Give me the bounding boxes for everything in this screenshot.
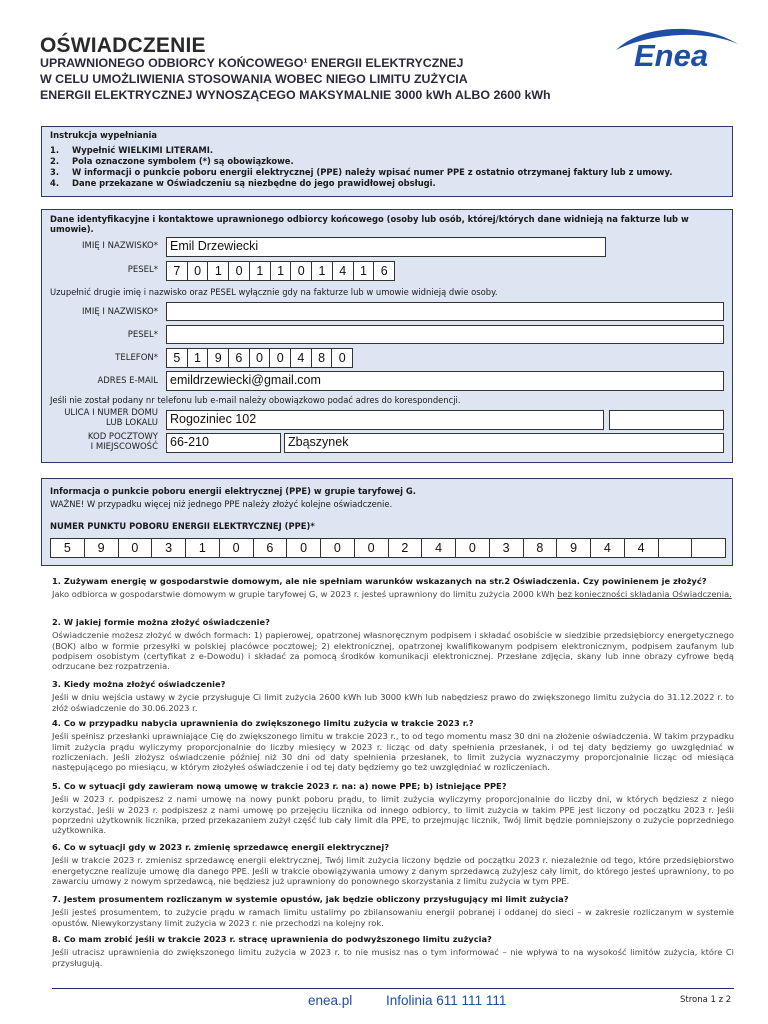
faq-item bbox=[52, 617, 734, 671]
phone-digit[interactable]: 9 bbox=[208, 349, 229, 367]
pesel-digit[interactable]: 7 bbox=[167, 262, 188, 280]
faq-answer-underlined: bez konieczności składania Oświadczenia. bbox=[557, 589, 732, 600]
pesel-digit[interactable]: 1 bbox=[354, 262, 375, 280]
instruction-item: Dane przekazane w Oświadczeniu są niezbędne do jego prawidłowej obsługi. bbox=[72, 178, 436, 188]
faq-question: 6. Co w sytuacji gdy w 2023 r. zmienię sprzedawcę energii elektrycznej? bbox=[52, 842, 390, 852]
phone-digit[interactable]: 0 bbox=[270, 349, 291, 367]
faq-item bbox=[52, 842, 734, 886]
faq-question: 7. Jestem prosumentem rozliczanym w systemie opustów, jak będzie obliczony przysługujący mi limit zużycia? bbox=[52, 894, 569, 904]
pesel-digit[interactable]: 6 bbox=[380, 264, 388, 278]
logo-text: Enea bbox=[634, 38, 709, 73]
faq-item bbox=[52, 679, 734, 713]
ppe-digit[interactable]: 9 bbox=[85, 539, 119, 557]
faq-answer: Jeśli utracisz uprawnienia do zwiększonego limitu zużycia w 2023 r. to nie musisz nas o tym informować – nie wpływa to na wysokość limitów zużycia, które Ci przysługują. bbox=[52, 947, 734, 968]
footer-divider bbox=[52, 988, 734, 989]
ppe-digit[interactable]: 9 bbox=[557, 539, 591, 557]
pesel-digit[interactable]: 1 bbox=[271, 262, 292, 280]
identity-heading: Dane identyfikacyjne i kontaktowe uprawnionego odbiorcy końcowego (osoby lub osób, której/których dane widnieją na fakturze lub w umowie). bbox=[50, 214, 689, 234]
pesel2-input[interactable] bbox=[166, 325, 724, 344]
street-extra-input[interactable] bbox=[609, 410, 724, 430]
postal-label bbox=[46, 432, 158, 452]
ppe-number-input[interactable] bbox=[50, 538, 726, 558]
subtitle-line-3: ENERGII ELEKTRYCZNEJ WYNOSZĄCEGO MAKSYMALNIE 3000 kWh ALBO 2600 kWh bbox=[40, 88, 551, 102]
faq-answer: Jeśli w 2023 r. podpiszesz z nami umowę na nowy punkt poboru prądu, to limit zużycia wyliczymy proporcjonalnie do liczby dni, w których będziesz z niego korzystać. Jeśli w 2023 r. podpiszesz z nami umowę po przejęciu licznika od innego odbiorcy, to limit zużycia w takim PPE jest liczony od początku 2023 r. Jeśli poprzedni użytkownik licznika, przed przekazaniem zużył część lub cały limit dla PPE, to przejmując licznik, Twój limit będzie pomniejszony o zużycie poprzedniego użytkownika. bbox=[52, 794, 734, 836]
postal-label-line: KOD POCZTOWY bbox=[87, 432, 158, 442]
phone-label: TELEFON* bbox=[115, 353, 158, 363]
phone-digit[interactable]: 5 bbox=[167, 349, 188, 367]
faq-answer: Jeśli jesteś prosumentem, to zużycie prądu w ramach limitu ustalimy po zbilansowaniu energii pobranej i oddanej do sieci – w zakresie rozliczanym w systemie opustów. Niewykorzystany limit zużycia w 2023 r. nie przechodzi na kolejny rok. bbox=[52, 907, 734, 928]
faq-answer: Jeśli spełnisz przesłanki uprawniające Cię do zwiększonego limitu w trakcie 2023 r., to od tego momentu masz 30 dni na złożenie oświadczenia. W takim przypadku limit zużycia prądu wyliczymy proporcjonalnie do liczby miesięcy w 2023 r. licząc od daty spełnienia przesłanek, i od tej daty będziemy go uwzględniać w rozliczeniach. Jeśli złożysz oświadczenie później niż 30 dni od daty spełnienia przesłanek, to limit zużycia wyznaczymy proporcjonalnie licząc od miesiąca następującego po miesiącu, w którym złożyłeś oświadczenie i od tej daty będziemy go też uwzględniać w rozliczeniach. bbox=[52, 731, 734, 773]
ppe-digit[interactable]: 0 bbox=[287, 539, 321, 557]
ppe-digit[interactable] bbox=[659, 539, 693, 557]
ppe-panel bbox=[41, 478, 733, 566]
phone-input[interactable] bbox=[166, 348, 353, 368]
street-label bbox=[46, 408, 158, 428]
postal-code-input[interactable]: 66-210 bbox=[166, 433, 281, 453]
name2-label: IMIĘ I NAZWISKO* bbox=[82, 307, 158, 317]
faq-answer: Oświadczenie możesz złożyć w dwóch formach: 1) papierowej, opatrzonej własnoręcznym podpisem i składać osobiście w siedzibie przedsiębiorcy energetycznego (BOK) albo w formie przesyłki w polskiej placówce pocztowej; 2) elektronicznej, opatrzonej kwalifikowanym podpisem elektronicznym, podpisem zaufanym lub podpisem osobistym (certyfikat z e-Dowodu) i składać za pomocą środków komunikacji elektronicznej. Przesłane zdjęcia, skany lub inne obrazy cyfrowe będą odrzucane bez rozpatrzenia. bbox=[52, 630, 734, 672]
ppe-number-label: NUMER PUNKTU POBORU ENERGII ELEKTRYCZNEJ (PPE)* bbox=[50, 521, 315, 531]
identity-panel bbox=[41, 209, 733, 463]
phone-digit[interactable]: 0 bbox=[250, 349, 271, 367]
ppe-digit[interactable]: 3 bbox=[152, 539, 186, 557]
faq-item bbox=[52, 718, 734, 772]
pesel-digit[interactable]: 1 bbox=[250, 262, 271, 280]
instruction-item: Pola oznaczone symbolem (*) są obowiązkowe. bbox=[72, 156, 294, 166]
ppe-digit[interactable]: 8 bbox=[524, 539, 558, 557]
ppe-digit[interactable]: 3 bbox=[490, 539, 524, 557]
ppe-digit[interactable]: 4 bbox=[625, 539, 659, 557]
faq-question: 1. Zużywam energię w gospodarstwie domowym, ale nie spełniam warunków wskazanych na str.2 Oświadczenia. Czy powinienem je złożyć? bbox=[52, 576, 707, 586]
instruction-item-num: 4. bbox=[50, 178, 60, 188]
pesel-digit[interactable]: 0 bbox=[229, 262, 250, 280]
ppe-digit[interactable]: 0 bbox=[119, 539, 153, 557]
postal-label-line: I MIEJSCOWOŚĆ bbox=[90, 442, 158, 452]
pesel-digit[interactable]: 0 bbox=[291, 262, 312, 280]
page-number: Strona 1 z 2 bbox=[680, 995, 732, 1005]
faq-item bbox=[52, 934, 734, 968]
faq-answer-text: Jako odbiorca w gospodarstwie domowym w grupie taryfowej G, w 2023 r. jesteś uprawniony do limitu zużycia 2000 kWh bbox=[52, 589, 558, 600]
instructions-panel bbox=[41, 126, 733, 197]
phone-digit[interactable]: 0 bbox=[338, 351, 346, 365]
faq-question: 3. Kiedy można złożyć oświadczenie? bbox=[52, 679, 226, 689]
name2-input[interactable] bbox=[166, 302, 724, 321]
instructions-heading: Instrukcja wypełniania bbox=[50, 130, 158, 140]
faq-question: 5. Co w sytuacji gdy zawieram nową umowę w trakcie 2023 r. na: a) nowe PPE; b) istniejące PPE? bbox=[52, 781, 507, 791]
pesel-digit[interactable]: 4 bbox=[333, 262, 354, 280]
email-label: ADRES E-MAIL bbox=[97, 376, 158, 386]
instruction-item: W informacji o punkcie poboru energii elektrycznej (PPE) należy wpisać numer PPE z ostatnio otrzymanej faktury lub z umowy. bbox=[72, 167, 673, 177]
street-input[interactable]: Rogoziniec 102 bbox=[166, 410, 604, 430]
ppe-digit[interactable]: 0 bbox=[456, 539, 490, 557]
ppe-heading: Informacja o punkcie poboru energii elektrycznej (PPE) w grupie taryfowej G. bbox=[50, 486, 416, 496]
pesel-label: PESEL* bbox=[127, 265, 158, 275]
ppe-digit[interactable]: 1 bbox=[186, 539, 220, 557]
phone-digit[interactable]: 8 bbox=[312, 349, 333, 367]
subtitle-line-2: W CELU UMOŻLIWIENIA STOSOWANIA WOBEC NIEGO LIMITU ZUŻYCIA bbox=[40, 72, 468, 86]
correspondence-note: Jeśli nie został podany nr telefonu lub e-mail należy obowiązkowo podać adres do korespondencji. bbox=[50, 395, 461, 405]
ppe-digit[interactable] bbox=[692, 539, 725, 557]
phone-digit[interactable]: 4 bbox=[291, 349, 312, 367]
ppe-digit[interactable]: 4 bbox=[422, 539, 456, 557]
faq-item bbox=[52, 576, 734, 600]
ppe-digit[interactable]: 6 bbox=[254, 539, 288, 557]
faq-answer bbox=[52, 589, 734, 599]
faq-question: 4. Co w przypadku nabycia uprawnienia do zwiększonego limitu zużycia w trakcie 2023 r.? bbox=[52, 718, 474, 728]
street-label-line: ULICA I NUMER DOMU bbox=[64, 408, 158, 418]
document-title: OŚWIADCZENIE bbox=[40, 34, 206, 57]
second-person-note: Uzupełnić drugie imię i nazwisko oraz PESEL wyłącznie gdy na fakturze lub w umowie widnieją dwie osoby. bbox=[50, 287, 498, 297]
faq-question: 8. Co mam zrobić jeśli w trakcie 2023 r. stracę uprawnienia do podwyższonego limitu zużycia? bbox=[52, 934, 492, 944]
phone-digit[interactable]: 6 bbox=[229, 349, 250, 367]
enea-logo bbox=[612, 24, 742, 74]
ppe-digit[interactable]: 0 bbox=[355, 539, 389, 557]
street-label-line: LUB LOKALU bbox=[106, 418, 158, 428]
phone-digit[interactable]: 1 bbox=[188, 349, 209, 367]
faq-item bbox=[52, 781, 734, 835]
faq-question: 2. W jakiej formie można złożyć oświadczenie? bbox=[52, 617, 270, 627]
instruction-item-num: 3. bbox=[50, 167, 60, 177]
ppe-digit[interactable]: 5 bbox=[51, 539, 85, 557]
pesel-digit[interactable]: 1 bbox=[312, 262, 333, 280]
pesel-digit[interactable]: 0 bbox=[188, 262, 209, 280]
ppe-note: WAŻNE! W przypadku więcej niż jednego PPE należy złożyć kolejne oświadczenie. bbox=[50, 499, 393, 509]
pesel-digit[interactable]: 1 bbox=[208, 262, 229, 280]
name-label: IMIĘ I NAZWISKO* bbox=[82, 241, 158, 251]
instruction-item-num: 1. bbox=[50, 145, 60, 155]
ppe-digit[interactable]: 4 bbox=[591, 539, 625, 557]
footer-hotline: Infolinia 611 111 111 bbox=[386, 993, 507, 1008]
ppe-digit[interactable]: 0 bbox=[321, 539, 355, 557]
instruction-item: Wypełnić WIELKIMI LITERAMI. bbox=[72, 145, 214, 155]
name-input[interactable]: Emil Drzewiecki bbox=[166, 237, 606, 257]
ppe-digit[interactable]: 2 bbox=[389, 539, 423, 557]
email-input[interactable]: emildrzewiecki@gmail.com bbox=[166, 371, 724, 391]
pesel-input[interactable] bbox=[166, 261, 395, 281]
faq-answer: Jeśli w dniu wejścia ustawy w życie przysługuje Ci limit zużycia 2600 kWh lub 3000 kWh lub nabędziesz prawo do zwiększonego limitu zużycia do 31.12.2022 r. to złóż oświadczenie do 30.06.2023 r. bbox=[52, 692, 734, 713]
faq-answer: Jeśli w trakcie 2023 r. zmienisz sprzedawcę energii elektrycznej, Twój limit zużycia liczony będzie od początku 2023 r. niezależnie od tego, które przedsiębiorstwo energetyczne realizuje umowę dla danego PPE. Jeśli w trakcie obowiązywania umowy z danym sprzedawcą zużyjesz cały limit, do którego jesteś uprawniony, to po zawarciu umowy z nowym sprzedawcą, nie będziesz już uprawniony do ponownego skorzystania z limitu zużycia w tym PPE. bbox=[52, 855, 734, 886]
instruction-item-num: 2. bbox=[50, 156, 60, 166]
ppe-digit[interactable]: 0 bbox=[220, 539, 254, 557]
faq-item bbox=[52, 894, 734, 928]
subtitle-line-1: UPRAWNIONEGO ODBIORCY KOŃCOWEGO¹ ENERGII ELEKTRYCZNEJ bbox=[40, 56, 464, 70]
city-input[interactable]: Zbąszynek bbox=[284, 433, 724, 453]
footer-website-link[interactable]: enea.pl bbox=[308, 993, 353, 1008]
pesel2-label: PESEL* bbox=[127, 330, 158, 340]
